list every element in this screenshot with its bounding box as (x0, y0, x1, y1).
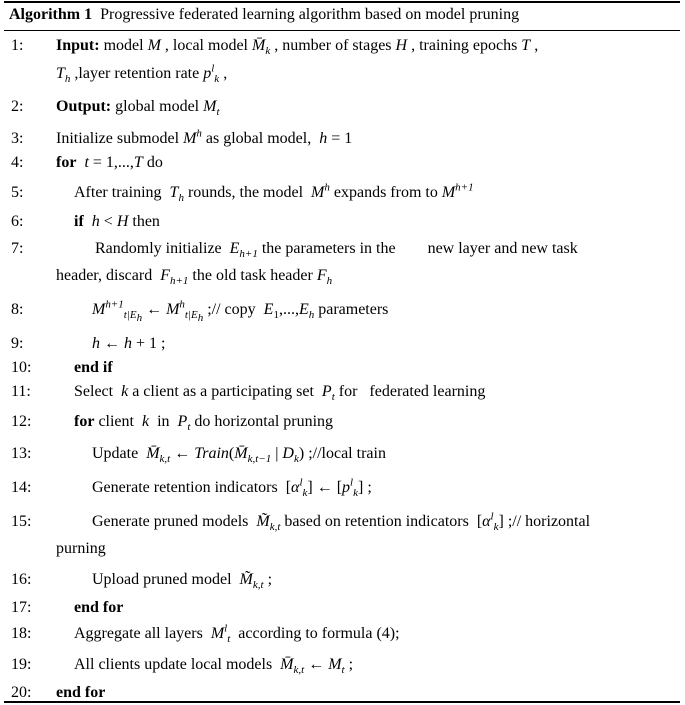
line-number: 19: (11, 656, 32, 673)
line-text: $T_h$ ,layer retention rate $p^l_k$ , (56, 62, 228, 86)
line-number: 3: (11, 130, 24, 147)
line-number: 7: (11, 240, 24, 257)
line-text: for t = 1,...,T do (56, 154, 163, 171)
algorithm-label: Algorithm 1 (9, 6, 93, 23)
line-text: Upload pruned model $M̃_{k,t}$ ; (92, 571, 273, 592)
line-text: Update $M̄_{k,t}$ ← $Train(M̄_{k,t-1}$ | $D_k$) ;//local train (92, 445, 386, 466)
line-number: 1: (11, 37, 24, 54)
line-text: Randomly initialize $E_{h+1}$ the parameters in the new layer and new task (95, 240, 578, 261)
line-text: h ← h + 1 ; (92, 335, 166, 352)
line-number: 2: (11, 98, 24, 115)
line-text: Generate retention indicators $[\alpha^l_k]$ ← $[p^l_k]$ ; (92, 476, 372, 500)
line-text: Generate pruned models $M̃_{k,t}$ based on retention indicators $[\alpha^l_k]$ ;// horizontal (92, 510, 591, 534)
line-number: 6: (11, 213, 24, 230)
line-number: 15: (11, 513, 32, 530)
line-text: purning (56, 540, 106, 557)
line-number: 13: (11, 445, 32, 462)
bottom-rule (4, 701, 680, 703)
line-text: for client k in $P_t$ do horizontal pruning (74, 413, 334, 434)
line-text: end for (56, 684, 106, 701)
line-text: $M^{h+1}_{t|E_h}$ ← $M^h_{t|E_h}$ ;// copy $E_1,...,E_h$ parameters (92, 298, 389, 325)
line-number: 12: (11, 413, 32, 430)
line-number: 9: (11, 335, 24, 352)
line-text: Output: global model $M_t$ (56, 98, 220, 119)
line-text: if h < H then (74, 213, 160, 230)
line-number: 14: (11, 479, 32, 496)
line-text: Aggregate all layers $M^l_t$ according to formula (4); (74, 622, 400, 646)
line-text: end if (74, 359, 113, 376)
line-number: 20: (11, 684, 32, 701)
line-number: 8: (11, 301, 24, 318)
line-number: 17: (11, 599, 32, 616)
algorithm-caption: Progressive federated learning algorithm based on model pruning (100, 6, 520, 23)
line-number: 4: (11, 154, 24, 171)
line-text: end for (74, 599, 124, 616)
line-text: Input: model M , local model $M̄_k$ , number of stages H , training epochs T , (56, 37, 539, 58)
title-rule (4, 30, 680, 31)
line-number: 5: (11, 184, 24, 201)
top-rule (4, 1, 680, 3)
line-text: After training $T_h$ rounds, the model $M^h$ expands from to $M^{h+1}$ (74, 181, 474, 205)
line-number: 11: (11, 383, 31, 400)
line-text: All clients update local models $M̄_{k,t}$ ← $M_t$ ; (74, 656, 354, 677)
algorithm-title (9, 6, 519, 24)
line-number: 16: (11, 571, 32, 588)
line-text: Initialize submodel $M^h$ as global model, h = 1 (56, 127, 353, 147)
line-text: Select k a client as a participating set $P_t$ for federated learning (74, 383, 486, 404)
line-number: 10: (11, 359, 32, 376)
line-number: 18: (11, 625, 32, 642)
line-text: header, discard $F_{h+1}$ the old task header $F_h$ (56, 267, 333, 288)
